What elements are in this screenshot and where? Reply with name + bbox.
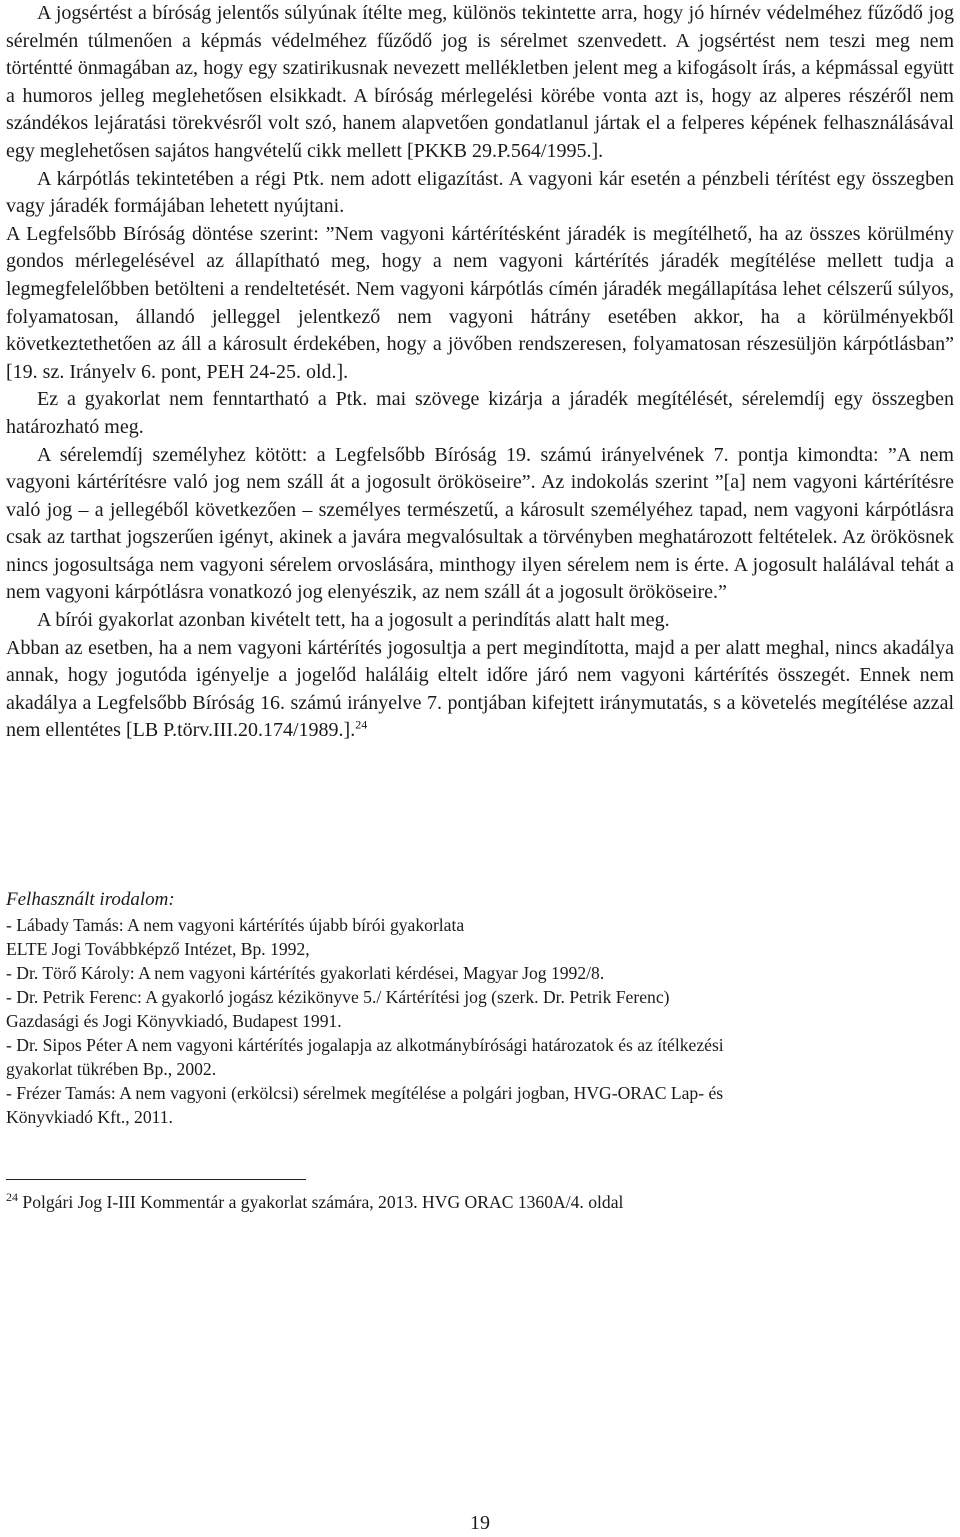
reference-line: Könyvkiadó Kft., 2011. xyxy=(6,1107,173,1128)
footnote-number: 24 xyxy=(6,1190,18,1205)
references-section xyxy=(6,887,954,1129)
footnote-text: Polgári Jog I-III Kommentár a gyakorlat számára, 2013. HVG ORAC 1360A/4. oldal xyxy=(22,1192,624,1213)
reference-line: - Lábady Tamás: A nem vagyoni kártérítés újabb bírói gyakorlata xyxy=(6,915,465,936)
reference-line: - Dr. Törő Károly: A nem vagyoni kártérítés gyakorlati kérdései, Magyar Jog 1992/8. xyxy=(6,963,605,984)
page-number: 19 xyxy=(470,1512,490,1534)
footnote-separator xyxy=(6,1179,306,1180)
footnote-reference[interactable]: 24 xyxy=(355,717,368,732)
references-title: Felhasznált irodalom: xyxy=(6,889,175,911)
reference-line: - Dr. Petrik Ferenc: A gyakorló jogász kézikönyve 5./ Kártérítési jog (szerk. Dr. Petrik Ferenc) xyxy=(6,987,670,1008)
footnote xyxy=(6,1190,954,1214)
paragraph-2: A kárpótlás tekintetében a régi Ptk. nem adott eligazítást. A vagyoni kár esetén a pénzbeli térítést egy összegben vagy járadék formájában lehetett nyújtani. xyxy=(6,167,954,218)
paragraph-3: A Legfelsőbb Bíróság döntése szerint: ”Nem vagyoni kártérítésként járadék is megítélhető, ha az összes körülmény gondos mérlegelésével az állapítható meg, hogy a nem vagyoni kártérítés járadék megítélése mellett tudja a legmegfelelőbben betölteni a rendeltetését. Nem vagyoni kárpótlás címén járadék megállapítása lehet célszerű súlyos, folyamatosan, állandó jelleggel jelentkező nem vagyoni hátrány esetében akkor, ha a körülményekből következtethetően az áll a károsult érdekében, hogy a jövőben rendszeresen, folyamatosan részesüljön kárpótlásban” [19. sz. Irányelv 6. pont, PEH 24-25. old.]. xyxy=(6,222,954,383)
document-page xyxy=(6,0,954,1214)
reference-line: - Frézer Tamás: A nem vagyoni (erkölcsi) sérelmek megítélése a polgári jogban, HVG-ORAC Lap- és xyxy=(6,1083,724,1104)
reference-line: Gazdasági és Jogi Könyvkiadó, Budapest 1991. xyxy=(6,1011,342,1032)
paragraph-1: A jogsértést a bíróság jelentős súlyúnak ítélte meg, különös tekintette arra, hogy jó hírnév védelméhez fűződő jog sérelmén túlmenően a képmás védelméhez fűződő jog is sérelmet szenvedett. A jogsértést nem teszi meg nem történtté önmagában az, hogy egy szatirikusnak nevezett mellékletben jelent meg a kifogásolt írás, a képmással együtt a humoros jelleg meglehetősen elsikkadt. A bíróság mérlegelési körébe vonta azt is, hogy az alperes részéről nem szándékos lejáratási törekvésről volt szó, hanem alapvetően gondatlanul jártak el a felperes képének felhasználásával egy meglehetősen sajátos hangvételű cikk mellett [PKKB 29.P.564/1995.]. xyxy=(6,2,954,162)
paragraph-7-text: Abban az esetben, ha a nem vagyoni kártérítés jogosultja a pert megindította, majd a per alatt meghal, nincs akadálya annak, hogy jogutóda igényelje a jogelőd haláláig eltelt időre járó nem vagyoni kártérítés összegét. Ennek nem akadálya a Legfelsőbb Bíróság 16. számú irányelve 7. pontjában kifejtett iránymutatás, s a követelés megítélése azzal nem ellentétes [LB P.törv.III.20.174/1989.]. xyxy=(6,636,954,742)
reference-line: gyakorlat tükrében Bp., 2002. xyxy=(6,1059,217,1080)
body-text xyxy=(6,0,954,745)
reference-line: ELTE Jogi Továbbképző Intézet, Bp. 1992, xyxy=(6,939,310,960)
reference-line: - Dr. Sipos Péter A nem vagyoni kártérítés jogalapja az alkotmánybírósági határozatok és az ítélkezési xyxy=(6,1035,724,1056)
paragraph-7 xyxy=(6,635,954,745)
paragraph-5: A sérelemdíj személyhez kötött: a Legfelsőbb Bíróság 19. számú irányelvének 7. pontja kimondta: ”A nem vagyoni kártérítésre való jog nem száll át a jogosult örököseire”. Az indokolás szerint ”[a] nem vagyoni kártérítésre való jog – a jellegéből következően – személyes természetű, a károsult személyéhez tapad, nem vagyoni kárpótlásra csak az tarthat jogszerűen igényt, akinek a javára megvalósultak a törvényben meghatározott feltételek. Az örökösnek nincs jogosultsága nem vagyoni sérelem orvoslására, minthogy ilyen sérelem nem is érte. A jogosult halálával tehát a nem vagyoni kárpótlásra vonatkozó jog elenyészik, az nem száll át a jogosult örököseire.” xyxy=(6,443,954,604)
paragraph-6: A bírói gyakorlat azonban kivételt tett, ha a jogosult a perindítás alatt halt meg. xyxy=(37,609,670,632)
paragraph-4: Ez a gyakorlat nem fenntartható a Ptk. mai szövege kizárja a járadék megítélését, sérelemdíj egy összegben határozható meg. xyxy=(6,388,954,438)
